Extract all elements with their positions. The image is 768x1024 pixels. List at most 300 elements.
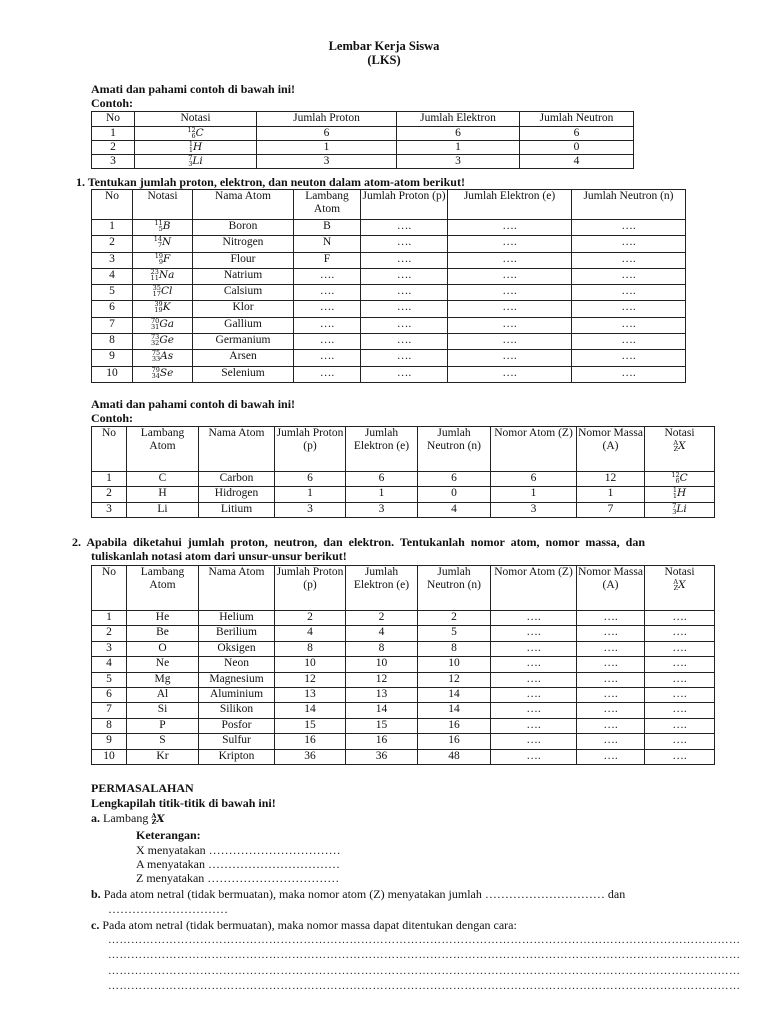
z-answer-line[interactable]: Z menyatakan …………………………… bbox=[136, 871, 340, 885]
electron-cell: …. bbox=[448, 366, 572, 382]
notasi: 75 33 As bbox=[151, 349, 174, 364]
col-header: Lambang Atom bbox=[127, 427, 199, 472]
atomic-number-cell: …. bbox=[491, 611, 577, 626]
notasi-cell bbox=[645, 472, 715, 487]
col-header: No bbox=[92, 112, 135, 127]
atom-name-cell: Aluminium bbox=[199, 687, 275, 702]
neutron-cell: …. bbox=[572, 317, 686, 333]
symbol-cell: Be bbox=[127, 626, 199, 641]
ex1-label: Contoh: bbox=[91, 96, 134, 110]
row-no: 5 bbox=[92, 285, 133, 301]
electron-cell: 13 bbox=[346, 687, 418, 702]
mass-number-cell: …. bbox=[577, 641, 645, 656]
neutron-cell: 8 bbox=[418, 641, 491, 656]
atomic-number-cell: 1 bbox=[491, 487, 577, 502]
notasi: 12 6 C bbox=[671, 471, 688, 485]
atomic-number-cell: …. bbox=[491, 626, 577, 641]
mass-number-cell: …. bbox=[577, 657, 645, 672]
notasi: 19 9 F bbox=[154, 251, 171, 266]
proton-cell: 16 bbox=[275, 734, 346, 749]
symbol-cell: He bbox=[127, 611, 199, 626]
table-row bbox=[92, 641, 715, 656]
notasi-generic: A Z X bbox=[673, 578, 686, 592]
symbol-cell: Kr bbox=[127, 749, 199, 764]
atom-name-cell: Kripton bbox=[199, 749, 275, 764]
proton-cell: 1 bbox=[275, 487, 346, 502]
neutron-cell: 14 bbox=[418, 687, 491, 702]
neutron-cell: …. bbox=[572, 236, 686, 252]
row-no: 3 bbox=[92, 502, 127, 517]
table-row bbox=[92, 657, 715, 672]
row-no: 6 bbox=[92, 687, 127, 702]
question-table-2 bbox=[91, 565, 715, 765]
row-no: 7 bbox=[92, 703, 127, 718]
mass-number-cell: …. bbox=[577, 672, 645, 687]
symbol-cell: F bbox=[294, 252, 361, 268]
answer-line[interactable]: ………………………………………………………………………………………………………………………………………………… bbox=[108, 965, 741, 977]
electron-cell: …. bbox=[448, 285, 572, 301]
atom-name-cell: Calsium bbox=[193, 285, 294, 301]
problems-instruction: Lengkapilah titik-titik di bawah ini! bbox=[91, 796, 276, 810]
atom-name-cell: Germanium bbox=[193, 334, 294, 350]
atomic-number-cell: 6 bbox=[491, 472, 577, 487]
neutron-cell: 2 bbox=[418, 611, 491, 626]
row-no: 5 bbox=[92, 672, 127, 687]
row-no: 9 bbox=[92, 350, 133, 366]
atomic-number-cell: …. bbox=[491, 734, 577, 749]
electron-cell: 6 bbox=[346, 472, 418, 487]
atom-name-cell: Klor bbox=[193, 301, 294, 317]
col-header: Jumlah Neutron (n) bbox=[572, 190, 686, 220]
notasi-cell bbox=[645, 487, 715, 502]
col-header: Jumlah Elektron (e) bbox=[346, 566, 418, 611]
electron-cell: …. bbox=[448, 350, 572, 366]
symbol-cell: …. bbox=[294, 350, 361, 366]
notasi: 14 7 N bbox=[153, 235, 172, 250]
notasi-cell bbox=[133, 285, 193, 301]
atom-name-cell: Helium bbox=[199, 611, 275, 626]
ex2-instruction: Amati dan pahami contoh di bawah ini! bbox=[91, 397, 296, 411]
col-header: Nomor Atom (Z) bbox=[491, 566, 577, 611]
proton-cell: 4 bbox=[275, 626, 346, 641]
proton-cell: …. bbox=[361, 350, 448, 366]
symbol-cell: C bbox=[127, 472, 199, 487]
table-row bbox=[92, 472, 715, 487]
mass-number-cell: …. bbox=[577, 611, 645, 626]
atom-name-cell: Sulfur bbox=[199, 734, 275, 749]
table-row bbox=[92, 301, 686, 317]
neutron-cell: …. bbox=[572, 285, 686, 301]
notasi-cell bbox=[645, 502, 715, 517]
electron-cell: …. bbox=[448, 236, 572, 252]
row-no: 9 bbox=[92, 734, 127, 749]
col-header: Jumlah Elektron (e) bbox=[346, 427, 418, 472]
col-header: No bbox=[92, 427, 127, 472]
atomic-number-cell: …. bbox=[491, 641, 577, 656]
col-header: Jumlah Proton (p) bbox=[361, 190, 448, 220]
notasi: 73 32 Ge bbox=[151, 333, 174, 348]
notasi: 39 19 K bbox=[154, 300, 171, 315]
col-header: Nomor Atom (Z) bbox=[491, 427, 577, 472]
col-header: No bbox=[92, 566, 127, 611]
col-header: Jumlah Neutron (n) bbox=[418, 427, 491, 472]
symbol-cell: …. bbox=[294, 317, 361, 333]
notasi: 7 3 Li bbox=[672, 501, 687, 516]
atomic-number-cell: 3 bbox=[491, 502, 577, 517]
mass-number-cell: 1 bbox=[577, 487, 645, 502]
answer-line[interactable]: ………………………………………………………………………………………………………………………………………………… bbox=[108, 934, 741, 946]
notasi-cell bbox=[135, 127, 257, 141]
symbol-cell: S bbox=[127, 734, 199, 749]
problems-heading: PERMASALAHAN bbox=[91, 781, 194, 795]
proton-cell: 15 bbox=[275, 718, 346, 733]
table-row bbox=[92, 734, 715, 749]
col-header: Jumlah Elektron (e) bbox=[448, 190, 572, 220]
electron-cell: 16 bbox=[346, 734, 418, 749]
col-header: Nama Atom bbox=[199, 566, 275, 611]
proton-cell: …. bbox=[361, 301, 448, 317]
notasi-cell bbox=[133, 301, 193, 317]
table-row bbox=[92, 268, 686, 284]
notasi-cell: …. bbox=[645, 657, 715, 672]
table-row bbox=[92, 687, 715, 702]
proton-cell: …. bbox=[361, 285, 448, 301]
q2-text-line1: 2. Apabila diketahui jumlah proton, neutron, dan elektron. Tentukanlah nomor atom, nomor massa, dan bbox=[72, 535, 646, 549]
row-no: 1 bbox=[92, 220, 133, 236]
mass-number-cell: 7 bbox=[577, 502, 645, 517]
notasi-cell bbox=[133, 252, 193, 268]
notasi: 70 31 Ga bbox=[151, 316, 174, 331]
a-answer-line[interactable]: A menyatakan …………………………… bbox=[136, 857, 340, 871]
symbol-cell: N bbox=[294, 236, 361, 252]
page-subtitle: (LKS) bbox=[367, 53, 401, 67]
electron-cell: 6 bbox=[397, 127, 520, 141]
notasi-cell: …. bbox=[645, 687, 715, 702]
electron-cell: 36 bbox=[346, 749, 418, 764]
row-no: 2 bbox=[92, 141, 135, 155]
notasi-cell bbox=[133, 220, 193, 236]
neutron-cell: …. bbox=[572, 350, 686, 366]
problem-b: b. Pada atom netral (tidak bermuatan), maka nomor atom (Z) menyatakan jumlah ………………………… dan bbox=[91, 887, 626, 901]
col-header: Notasi bbox=[133, 190, 193, 220]
q1-text: 1. Tentukan jumlah proton, elektron, dan neuton dalam atom-atom berikut! bbox=[76, 175, 465, 189]
col-header: Jumlah Proton (p) bbox=[275, 566, 346, 611]
row-no: 7 bbox=[92, 317, 133, 333]
col-header: No bbox=[92, 190, 133, 220]
ex2-label: Contoh: bbox=[91, 411, 134, 425]
proton-cell: 14 bbox=[275, 703, 346, 718]
row-no: 3 bbox=[92, 641, 127, 656]
table-row bbox=[92, 749, 715, 764]
answer-line[interactable]: ………………………………………………………………………………………………………………………………………………… bbox=[108, 980, 741, 992]
row-no: 2 bbox=[92, 487, 127, 502]
electron-cell: 3 bbox=[397, 155, 520, 169]
table-row bbox=[92, 626, 715, 641]
neutron-cell: …. bbox=[572, 366, 686, 382]
electron-cell: …. bbox=[448, 252, 572, 268]
electron-cell: 12 bbox=[346, 672, 418, 687]
symbol-cell: Li bbox=[127, 502, 199, 517]
problem-b-continuation[interactable]: ………………………… bbox=[108, 902, 228, 916]
symbol-cell: B bbox=[294, 220, 361, 236]
table-row bbox=[92, 502, 715, 517]
symbol-cell: …. bbox=[294, 268, 361, 284]
col-header: Nama Atom bbox=[199, 427, 275, 472]
neutron-cell: 12 bbox=[418, 672, 491, 687]
col-header: Notasi bbox=[135, 112, 257, 127]
proton-cell: …. bbox=[361, 366, 448, 382]
electron-cell: 1 bbox=[346, 487, 418, 502]
atom-name-cell: Neon bbox=[199, 657, 275, 672]
neutron-cell: …. bbox=[572, 301, 686, 317]
mass-number-cell: …. bbox=[577, 749, 645, 764]
row-no: 1 bbox=[92, 472, 127, 487]
notasi: 79 34 Se bbox=[151, 365, 174, 380]
mass-number-cell: …. bbox=[577, 734, 645, 749]
proton-cell: 1 bbox=[257, 141, 397, 155]
proton-cell: 6 bbox=[257, 127, 397, 141]
notasi-cell: …. bbox=[645, 641, 715, 656]
row-no: 4 bbox=[92, 657, 127, 672]
row-no: 1 bbox=[92, 127, 135, 141]
table-row bbox=[92, 317, 686, 333]
atom-name-cell: Flour bbox=[193, 252, 294, 268]
col-header: Jumlah Proton bbox=[257, 112, 397, 127]
table-row bbox=[92, 141, 634, 155]
neutron-cell: 4 bbox=[418, 502, 491, 517]
atom-name-cell: Magnesium bbox=[199, 672, 275, 687]
symbol-cell: O bbox=[127, 641, 199, 656]
notasi-cell bbox=[133, 317, 193, 333]
electron-cell: 15 bbox=[346, 718, 418, 733]
table-row bbox=[92, 350, 686, 366]
proton-cell: 10 bbox=[275, 657, 346, 672]
atom-name-cell: Litium bbox=[199, 502, 275, 517]
proton-cell: 3 bbox=[257, 155, 397, 169]
notasi-cell: …. bbox=[645, 672, 715, 687]
proton-cell: 3 bbox=[275, 502, 346, 517]
proton-cell: …. bbox=[361, 317, 448, 333]
row-no: 2 bbox=[92, 626, 127, 641]
atom-name-cell: Silikon bbox=[199, 703, 275, 718]
proton-cell: 36 bbox=[275, 749, 346, 764]
notasi: 11 5 B bbox=[154, 219, 171, 233]
notasi: 1 1 H bbox=[672, 486, 687, 501]
row-no: 10 bbox=[92, 366, 133, 382]
problem-c: c. Pada atom netral (tidak bermuatan), maka nomor massa dapat ditentukan dengan cara: bbox=[91, 918, 517, 932]
electron-cell: …. bbox=[448, 268, 572, 284]
atomic-number-cell: …. bbox=[491, 718, 577, 733]
atom-name-cell: Selenium bbox=[193, 366, 294, 382]
table-row bbox=[92, 252, 686, 268]
notasi-cell: …. bbox=[645, 734, 715, 749]
symbol-cell: H bbox=[127, 487, 199, 502]
row-no: 1 bbox=[92, 611, 127, 626]
symbol-cell: …. bbox=[294, 285, 361, 301]
proton-cell: 2 bbox=[275, 611, 346, 626]
electron-cell: 8 bbox=[346, 641, 418, 656]
neutron-cell: 10 bbox=[418, 657, 491, 672]
row-no: 4 bbox=[92, 268, 133, 284]
notasi-cell bbox=[133, 350, 193, 366]
row-no: 8 bbox=[92, 334, 133, 350]
col-header: Lambang Atom bbox=[127, 566, 199, 611]
atom-name-cell: Oksigen bbox=[199, 641, 275, 656]
proton-cell: 12 bbox=[275, 672, 346, 687]
table-row bbox=[92, 487, 715, 502]
electron-cell: …. bbox=[448, 317, 572, 333]
row-no: 3 bbox=[92, 155, 135, 169]
neutron-cell: …. bbox=[572, 252, 686, 268]
table-row bbox=[92, 236, 686, 252]
atomic-number-cell: …. bbox=[491, 749, 577, 764]
proton-cell: …. bbox=[361, 334, 448, 350]
mass-number-cell: …. bbox=[577, 626, 645, 641]
electron-cell: 4 bbox=[346, 626, 418, 641]
atom-name-cell: Hidrogen bbox=[199, 487, 275, 502]
neutron-cell: 0 bbox=[418, 487, 491, 502]
col-header: Nomor Massa (A) bbox=[577, 427, 645, 472]
atom-name-cell: Gallium bbox=[193, 317, 294, 333]
col-header-notasi: Notasi A Z X bbox=[645, 566, 715, 611]
ex1-instruction: Amati dan pahami contoh di bawah ini! bbox=[91, 82, 296, 96]
table-row bbox=[92, 155, 634, 169]
symbol-cell: Al bbox=[127, 687, 199, 702]
table-row bbox=[92, 703, 715, 718]
neutron-cell: …. bbox=[572, 268, 686, 284]
notasi-cell: …. bbox=[645, 626, 715, 641]
symbol-cell: …. bbox=[294, 301, 361, 317]
symbol-cell: …. bbox=[294, 334, 361, 350]
notasi-generic: A Z X bbox=[673, 439, 686, 453]
atomic-number-cell: …. bbox=[491, 703, 577, 718]
row-no: 3 bbox=[92, 252, 133, 268]
neutron-cell: 48 bbox=[418, 749, 491, 764]
proton-cell: …. bbox=[361, 268, 448, 284]
neutron-cell: 4 bbox=[520, 155, 634, 169]
atom-name-cell: Carbon bbox=[199, 472, 275, 487]
proton-cell: 8 bbox=[275, 641, 346, 656]
electron-cell: 14 bbox=[346, 703, 418, 718]
proton-cell: …. bbox=[361, 220, 448, 236]
col-header: Lambang Atom bbox=[294, 190, 361, 220]
notasi: 1 1 H bbox=[188, 140, 203, 154]
notasi-cell bbox=[133, 334, 193, 350]
notasi: 12 6 C bbox=[187, 126, 204, 140]
symbol-cell: …. bbox=[294, 366, 361, 382]
notasi-cell: …. bbox=[645, 611, 715, 626]
notasi-cell bbox=[133, 268, 193, 284]
notasi-cell: …. bbox=[645, 703, 715, 718]
symbol-cell: Si bbox=[127, 703, 199, 718]
row-no: 2 bbox=[92, 236, 133, 252]
page-title: Lembar Kerja Siswa bbox=[328, 39, 440, 53]
atom-name-cell: Natrium bbox=[193, 268, 294, 284]
table-row bbox=[92, 672, 715, 687]
atomic-number-cell: …. bbox=[491, 672, 577, 687]
electron-cell: 1 bbox=[397, 141, 520, 155]
table-row bbox=[92, 718, 715, 733]
mass-number-cell: …. bbox=[577, 703, 645, 718]
table-row bbox=[92, 127, 634, 141]
q2-text-line2: tuliskanlah notasi atom dari unsur-unsur berikut! bbox=[91, 549, 347, 563]
col-header: Jumlah Proton (p) bbox=[275, 427, 346, 472]
electron-cell: 2 bbox=[346, 611, 418, 626]
notasi: 7 3 Li bbox=[188, 154, 203, 168]
keterangan-label: Keterangan: bbox=[136, 828, 201, 842]
electron-cell: …. bbox=[448, 334, 572, 350]
col-header: Jumlah Neutron (n) bbox=[418, 566, 491, 611]
answer-line[interactable]: ………………………………………………………………………………………………………………………………………………… bbox=[108, 949, 741, 961]
atom-name-cell: Arsen bbox=[193, 350, 294, 366]
notasi-cell bbox=[135, 141, 257, 155]
electron-cell: …. bbox=[448, 301, 572, 317]
electron-cell: 10 bbox=[346, 657, 418, 672]
notasi-cell bbox=[133, 236, 193, 252]
neutron-cell: 0 bbox=[520, 141, 634, 155]
col-header-notasi: Notasi A Z X bbox=[645, 427, 715, 472]
symbol-cell: P bbox=[127, 718, 199, 733]
table-row bbox=[92, 334, 686, 350]
notasi-cell bbox=[133, 366, 193, 382]
table-row bbox=[92, 220, 686, 236]
atomic-number-cell: …. bbox=[491, 657, 577, 672]
neutron-cell: 16 bbox=[418, 718, 491, 733]
proton-cell: …. bbox=[361, 236, 448, 252]
question-table-1 bbox=[91, 189, 686, 383]
row-no: 10 bbox=[92, 749, 127, 764]
atom-name-cell: Boron bbox=[193, 220, 294, 236]
notasi: 35 17 Cl bbox=[152, 284, 173, 299]
notasi: 23 11 Na bbox=[150, 267, 175, 282]
mass-number-cell: …. bbox=[577, 687, 645, 702]
mass-number-cell: 12 bbox=[577, 472, 645, 487]
example-table-1 bbox=[91, 111, 634, 169]
atom-name-cell: Nitrogen bbox=[193, 236, 294, 252]
atom-name-cell: Posfor bbox=[199, 718, 275, 733]
neutron-cell: 5 bbox=[418, 626, 491, 641]
example-table-2 bbox=[91, 426, 715, 518]
table-row bbox=[92, 285, 686, 301]
row-no: 8 bbox=[92, 718, 127, 733]
symbol-cell: Mg bbox=[127, 672, 199, 687]
neutron-cell: 14 bbox=[418, 703, 491, 718]
atom-name-cell: Berilium bbox=[199, 626, 275, 641]
neutron-cell: 6 bbox=[520, 127, 634, 141]
electron-cell: 3 bbox=[346, 502, 418, 517]
col-header: Nama Atom bbox=[193, 190, 294, 220]
proton-cell: 13 bbox=[275, 687, 346, 702]
col-header: Nomor Massa (A) bbox=[577, 566, 645, 611]
proton-cell: …. bbox=[361, 252, 448, 268]
atomic-number-cell: …. bbox=[491, 687, 577, 702]
neutron-cell: …. bbox=[572, 220, 686, 236]
table-row bbox=[92, 366, 686, 382]
neutron-cell: 6 bbox=[418, 472, 491, 487]
col-header: Jumlah Elektron bbox=[397, 112, 520, 127]
neutron-cell: …. bbox=[572, 334, 686, 350]
mass-number-cell: …. bbox=[577, 718, 645, 733]
problem-a: a. Lambang A Z X bbox=[91, 811, 165, 826]
notasi-generic: A Z X bbox=[151, 812, 165, 826]
x-answer-line[interactable]: X menyatakan …………………………… bbox=[136, 843, 341, 857]
notasi-cell: …. bbox=[645, 749, 715, 764]
electron-cell: …. bbox=[448, 220, 572, 236]
neutron-cell: 16 bbox=[418, 734, 491, 749]
row-no: 6 bbox=[92, 301, 133, 317]
proton-cell: 6 bbox=[275, 472, 346, 487]
col-header: Jumlah Neutron bbox=[520, 112, 634, 127]
